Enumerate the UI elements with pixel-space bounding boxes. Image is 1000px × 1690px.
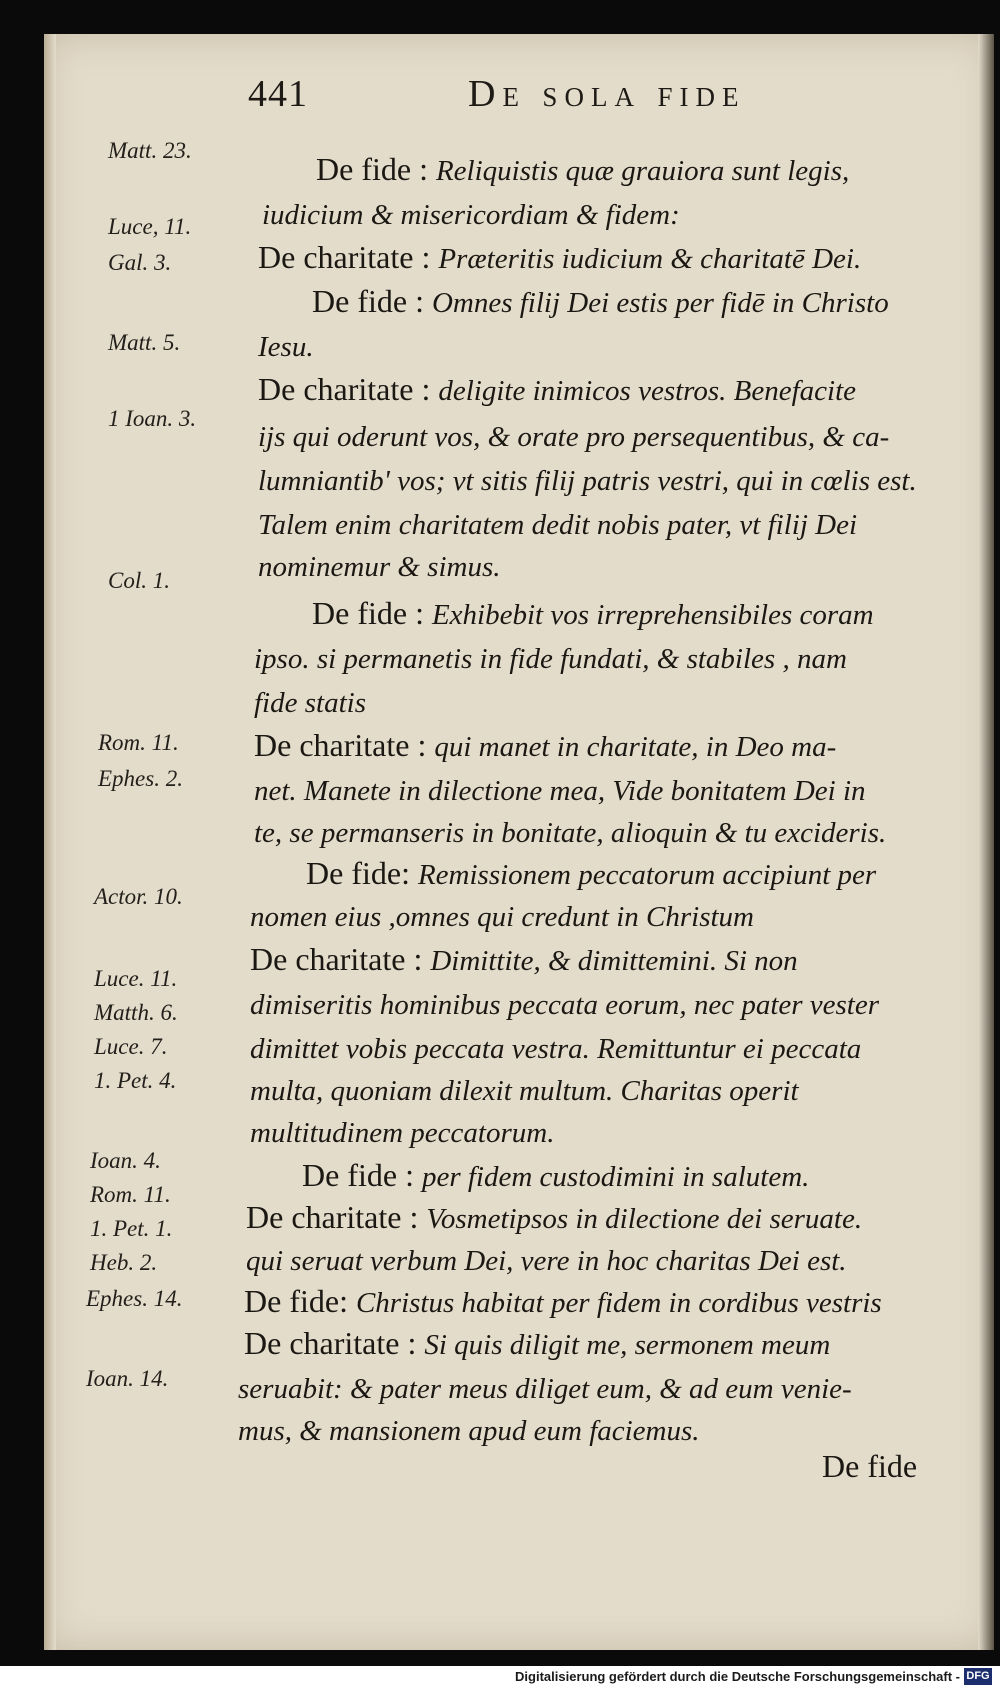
line-text: nomen eius ,omnes qui credunt in Christum [250, 901, 754, 933]
margin-note: Matt. 5. [108, 330, 181, 355]
text-line [306, 856, 876, 892]
margin-note: Gal. 3. [108, 250, 172, 275]
page-edge-left [44, 34, 56, 1650]
line-lead: De fide : [312, 283, 432, 319]
margin-note: Matth. 6. [94, 1000, 178, 1025]
text-line [258, 372, 856, 408]
margin-note: Luce, 11. [108, 214, 192, 239]
digitization-footer [0, 1666, 1000, 1690]
line-text: dimiseritis hominibus peccata eorum, nec pater vester [250, 989, 880, 1021]
text-line [302, 1158, 809, 1194]
line-lead: De charitate : [246, 1199, 427, 1235]
margin-note: Luce. 11. [94, 966, 178, 991]
text-line [244, 1284, 882, 1320]
line-text: nominemur & simus. [258, 551, 501, 583]
line-lead: De charitate : [258, 371, 439, 407]
text-line [258, 548, 500, 584]
text-line [244, 1326, 830, 1362]
line-text: per fidem custodimini in salutem. [421, 1161, 810, 1193]
text-line [258, 506, 857, 542]
text-line [258, 418, 889, 454]
line-text: Omnes filij Dei estis per fidē in Christo [431, 287, 889, 319]
catchword: De fide [822, 1448, 918, 1484]
line-lead: De fide: [244, 1283, 356, 1319]
text-line [246, 1242, 847, 1278]
margin-note: Ephes. 2. [98, 766, 183, 791]
text-line [312, 596, 874, 632]
text-line [258, 240, 861, 276]
text-line [250, 1030, 861, 1066]
line-text: Iesu. [258, 331, 314, 363]
line-text: Præteritis iudicium & charitatē Dei. [438, 243, 862, 275]
margin-note: 1. Pet. 1. [90, 1216, 173, 1241]
line-lead: De charitate : [250, 941, 431, 977]
running-head [248, 66, 888, 122]
line-text: fide statis [254, 687, 366, 719]
page-number: 441 [248, 73, 308, 115]
line-text: Dimittite, & dimittemini. Si non [430, 945, 798, 977]
line-text: Si quis diligit me, sermonem meum [424, 1329, 831, 1361]
line-text: lumniantib' vos; vt sitis filij patris vestri, qui in cœlis est. [258, 465, 917, 497]
line-lead: De charitate : [244, 1325, 425, 1361]
text-line [238, 1370, 852, 1406]
footer-credit: Digitalisierung gefördert durch die Deutsche Forschungsgemeinschaft - [515, 1669, 960, 1684]
line-text: seruabit: & pater meus diliget eum, & ad eum venie- [238, 1373, 852, 1405]
line-text: qui manet in charitate, in Deo ma- [434, 731, 837, 763]
line-lead: De fide : [302, 1157, 422, 1193]
margin-note: Luce. 7. [94, 1034, 168, 1059]
margin-note: Col. 1. [108, 568, 170, 593]
line-text: Christus habitat per fidem in cordibus vestris [355, 1287, 882, 1319]
margin-note: Ioan. 14. [86, 1366, 169, 1391]
line-lead: De charitate : [258, 239, 439, 275]
text-line [246, 1200, 862, 1236]
text-line [250, 986, 879, 1022]
line-text: iudicium & misericordiam & fidem: [262, 199, 680, 231]
text-line [262, 196, 680, 232]
margin-note: Ioan. 4. [90, 1148, 161, 1173]
margin-note: 1. Pet. 4. [94, 1068, 177, 1093]
text-line [254, 728, 836, 764]
line-text: ijs qui oderunt vos, & orate pro persequentibus, & ca- [258, 421, 890, 453]
line-text: Vosmetipsos in dilectione dei seruate. [426, 1203, 863, 1235]
text-line [238, 1412, 700, 1448]
page-edge-right [978, 34, 994, 1650]
line-text: multa, quoniam dilexit multum. Charitas operit [250, 1075, 799, 1107]
line-text: Talem enim charitatem dedit nobis pater, vt filij Dei [258, 509, 858, 541]
text-line [250, 1072, 799, 1108]
text-line [258, 328, 314, 364]
line-lead: De fide: [306, 855, 418, 891]
text-line [250, 898, 754, 934]
margin-note: Rom. 11. [90, 1182, 171, 1207]
text-line [312, 284, 889, 320]
line-text: mus, & mansionem apud eum faciemus. [238, 1415, 700, 1447]
margin-note: 1 Ioan. 3. [108, 406, 197, 431]
text-line [250, 1114, 554, 1150]
line-lead: De fide : [312, 595, 432, 631]
line-text: deligite inimicos vestros. Benefacite [438, 375, 857, 407]
line-text: multitudinem peccatorum. [250, 1117, 555, 1149]
margin-note: Ephes. 14. [86, 1286, 183, 1311]
margin-note: Heb. 2. [90, 1250, 158, 1275]
line-text: Exhibebit vos irreprehensibiles coram [431, 599, 874, 631]
text-line [254, 640, 847, 676]
text-line [254, 684, 366, 720]
text-line [250, 942, 798, 978]
line-text: Remissionem peccatorum accipiunt per [417, 859, 877, 891]
text-line [258, 462, 917, 498]
margin-note: Matt. 23. [108, 138, 192, 163]
text-line [254, 772, 866, 808]
line-text: Reliquistis quæ grauiora sunt legis, [435, 155, 850, 187]
running-title: De sola fide [468, 73, 746, 115]
line-text: qui seruat verbum Dei, vere in hoc charitas Dei est. [246, 1245, 847, 1277]
dfg-logo: DFG [964, 1668, 992, 1685]
text-line [316, 152, 849, 188]
line-text: te, se permanseris in bonitate, alioquin & tu excideris. [254, 817, 887, 849]
line-text: net. Manete in dilectione mea, Vide bonitatem Dei in [254, 775, 866, 807]
text-line [254, 814, 886, 850]
line-text: ipso. si permanetis in fide fundati, & stabiles , nam [254, 643, 847, 675]
line-lead: De fide : [316, 151, 436, 187]
line-text: dimittet vobis peccata vestra. Remittuntur ei peccata [250, 1033, 862, 1065]
margin-note: Actor. 10. [94, 884, 183, 909]
margin-note: Rom. 11. [98, 730, 179, 755]
line-lead: De charitate : [254, 727, 435, 763]
